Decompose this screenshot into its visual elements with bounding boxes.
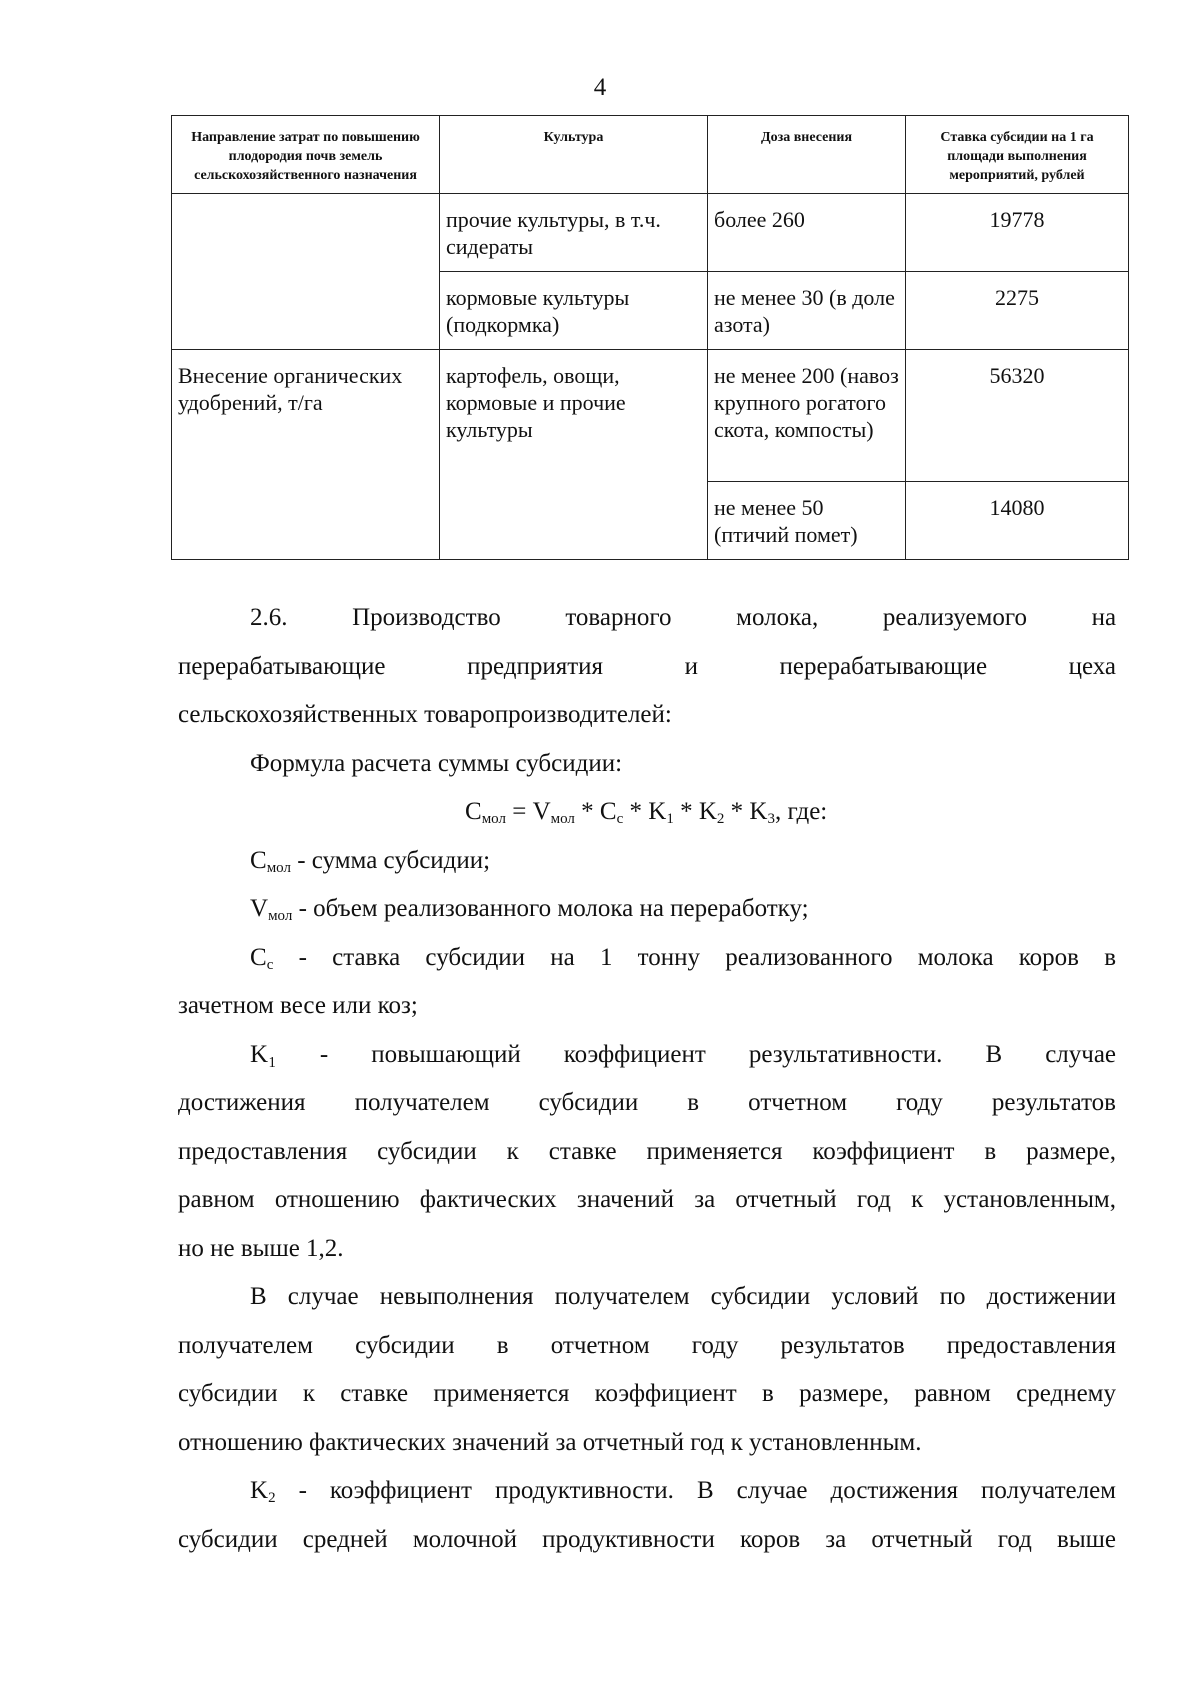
table-row bbox=[172, 350, 1129, 482]
cell-rate: 56320 bbox=[906, 350, 1129, 482]
heading-word: реализуемого bbox=[882, 604, 1027, 631]
cell-rate: 14080 bbox=[906, 482, 1129, 560]
cell-rate: 2275 bbox=[906, 272, 1129, 350]
header-dose: Доза внесения bbox=[708, 116, 906, 194]
heading-word: товарного bbox=[565, 604, 672, 631]
definition-k2-line-2: субсидии средней молочной продуктивности коров за отчетный год выше bbox=[178, 1525, 1116, 1553]
definition-k1-line-3: предоставления субсидии к ставке применяется коэффициент в размере, bbox=[178, 1137, 1116, 1165]
nonfulfilment-line-4: отношению фактических значений за отчетный год к установленным. bbox=[178, 1428, 922, 1456]
header-crop: Культура bbox=[440, 116, 708, 194]
header-direction: Направление затрат по повышению плодородия почв земель сельскохозяйственного назначения bbox=[172, 116, 440, 194]
cell-dose: не менее 50 (птичий помет) bbox=[708, 482, 906, 560]
definition-c-mol: $C_{мол}$ - сумма субсидии; bbox=[250, 846, 491, 876]
heading-word: на bbox=[1091, 604, 1117, 631]
heading-word: предприятия bbox=[467, 652, 604, 680]
cell-dose: более 260 bbox=[708, 194, 906, 272]
cell-dose: не менее 30 (в доле азота) bbox=[708, 272, 906, 350]
cell-rate: 19778 bbox=[906, 194, 1129, 272]
table-header-row bbox=[172, 116, 1129, 194]
header-rate: Ставка субсидии на 1 га площади выполнения мероприятий, рублей bbox=[906, 116, 1129, 194]
heading-word: и bbox=[684, 652, 698, 680]
nonfulfilment-line-2: получателем субсидии в отчетном году результатов предоставления bbox=[178, 1331, 1116, 1359]
page-number: 4 bbox=[593, 74, 607, 101]
definition-c-s-line-1: $C_с$ - ставка субсидии на 1 тонну реализованного молока коров в bbox=[250, 943, 1116, 973]
heading-word: цеха bbox=[1068, 652, 1117, 680]
heading-word: Производство bbox=[352, 604, 501, 631]
cell-crop: кормовые культуры (подкормка) bbox=[440, 272, 708, 350]
cell-dose: не менее 200 (навоз крупного рогатого скота, компосты) bbox=[708, 350, 906, 482]
cell-crop: картофель, овощи, кормовые и прочие культуры bbox=[440, 350, 708, 560]
section-heading-line-1 bbox=[178, 594, 1116, 643]
definition-k2-line-1: $K_2$ - коэффициент продуктивности. В случае достижения получателем bbox=[250, 1477, 1116, 1506]
section-heading-line-2 bbox=[178, 643, 1116, 692]
nonfulfilment-line-3: субсидии к ставке применяется коэффициент в размере, равном среднему bbox=[178, 1380, 1116, 1407]
cell-direction: Внесение органических удобрений, т/га bbox=[172, 350, 440, 560]
subsidy-formula: $C_{мол} = V_{мол} * C_с * K_1 * K_2 * K_3$, где: bbox=[465, 798, 828, 827]
definition-k1-line-5: но не выше 1,2. bbox=[178, 1234, 344, 1262]
definition-k1-line-4: равном отношению фактических значений за отчетный год к установленным, bbox=[178, 1186, 1116, 1213]
cell-crop: прочие культуры, в т.ч. сидераты bbox=[440, 194, 708, 272]
section-heading-line-3: сельскохозяйственных товаропроизводителей: bbox=[178, 701, 672, 728]
section-number: 2.6. bbox=[250, 604, 288, 631]
definition-k1-line-2: достижения получателем субсидии в отчетном году результатов bbox=[178, 1089, 1116, 1116]
definition-k1-line-1: K₁ - повышающий коэффициент результативности. В случае bbox=[250, 1040, 1117, 1068]
heading-word: молока, bbox=[736, 604, 819, 631]
table-row bbox=[172, 194, 1129, 272]
section-2-6 bbox=[178, 594, 1116, 1564]
cell-direction bbox=[172, 194, 440, 350]
definition-v-mol: $V_{мол}$ - объем реализованного молока на переработку; bbox=[250, 895, 809, 924]
subsidy-rates-table bbox=[171, 115, 1129, 560]
heading-word: перерабатывающие bbox=[779, 652, 988, 680]
heading-word: перерабатывающие bbox=[178, 652, 386, 680]
definition-c-s-line-2: зачетном весе или коз; bbox=[178, 992, 418, 1019]
formula-intro: Формула расчета суммы субсидии: bbox=[250, 749, 623, 777]
nonfulfilment-line-1: В случае невыполнения получателем субсидии условий по достижении bbox=[250, 1283, 1116, 1310]
